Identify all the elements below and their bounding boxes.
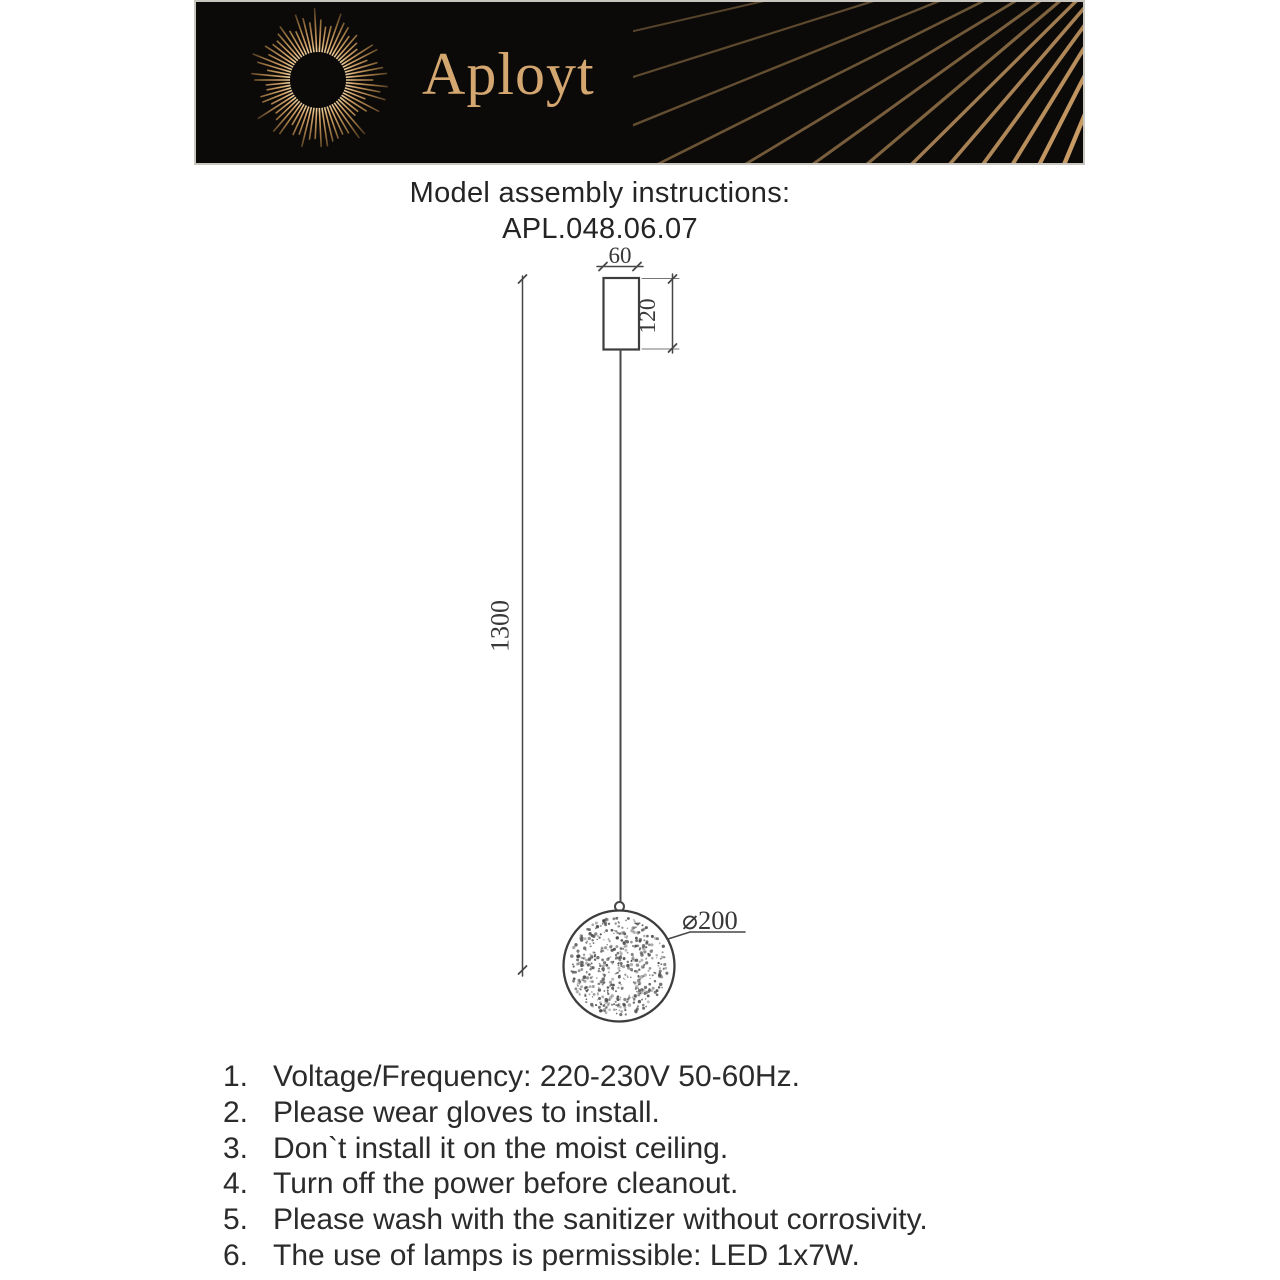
list-item <box>223 1095 1123 1131</box>
list-item <box>223 1166 1123 1202</box>
canopy-width-dimension-label: 60 <box>608 243 632 268</box>
page-title: Model assembly instructions: <box>409 177 791 209</box>
list-item <box>223 1202 1123 1238</box>
model-number: APL.048.06.07 <box>502 213 698 245</box>
item-number: 4. <box>223 1167 249 1201</box>
item-number: 6. <box>223 1238 249 1272</box>
item-text: Voltage/Frequency: 220-230V 50-60Hz. <box>273 1060 801 1093</box>
item-text: Please wear gloves to install. <box>273 1095 660 1129</box>
instructions-list <box>223 1059 1123 1274</box>
item-text: Turn off the power before cleanout. <box>273 1167 739 1201</box>
list-item <box>223 1059 1123 1095</box>
list-item <box>223 1238 1123 1274</box>
list-item <box>223 1131 1123 1167</box>
item-text: The use of lamps is permissible: LED 1x7W. <box>273 1238 860 1272</box>
canopy-outline <box>604 278 640 350</box>
suspension-length-dimension-label: 1300 <box>485 600 515 652</box>
item-number: 3. <box>223 1131 249 1165</box>
brand-logo-text: Aployt <box>422 41 595 107</box>
sphere-diameter-dimension-label: ⌀200 <box>682 905 738 935</box>
item-text: Please wash with the sanitizer without corrosivity. <box>273 1203 928 1237</box>
item-number: 1. <box>223 1060 249 1093</box>
item-number: 2. <box>223 1095 249 1129</box>
suspension-length-dimension-line <box>519 275 527 976</box>
item-text: Don`t install it on the moist ceiling. <box>273 1131 729 1165</box>
item-number: 5. <box>223 1203 249 1237</box>
canopy-height-dimension-label: 120 <box>635 298 661 334</box>
